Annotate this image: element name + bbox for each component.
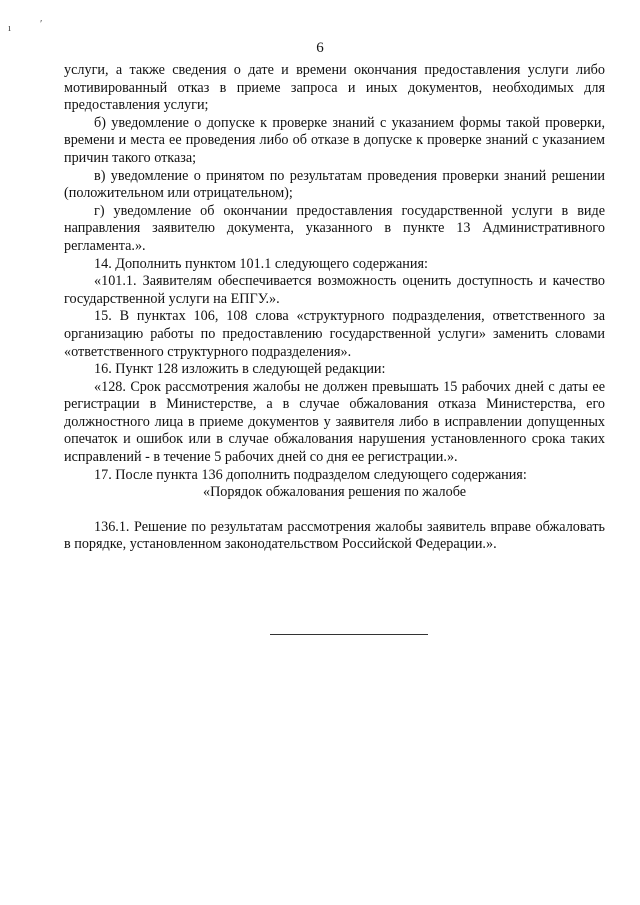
scan-artifact-mark: ı: [8, 22, 12, 34]
paragraph: «128. Срок рассмотрения жалобы не должен превышать 15 рабочих дней с даты ее регистрации в Министерстве, а в случае обжалования отказа Министерства, его должностного лица в приеме документов у заявителя либо в исправлении допущенных опечаток и ошибок или в случае обжалования нарушения установленного срока таких исправлений - в течение 5 рабочих дней со дня ее регистрации.».: [64, 378, 605, 466]
paragraph: в) уведомление о принятом по результатам проведения проверки знаний решении (положительном или отрицательном);: [64, 167, 605, 202]
end-of-text-rule: [270, 634, 428, 635]
paragraph: 15. В пунктах 106, 108 слова «структурного подразделения, ответственного за организацию работы по предоставлению государственной услуги» заменить словами «ответственного структурного подразделения».: [64, 308, 605, 360]
paragraph: «101.1. Заявителям обеспечивается возможность оценить доступность и качество государственной услуги на ЕПГУ.».: [64, 273, 605, 307]
scan-artifact-mark: ʹ: [40, 18, 43, 30]
spacer: [64, 502, 605, 519]
section-subheading: «Порядок обжалования решения по жалобе: [202, 484, 467, 501]
page-number: 6: [316, 40, 324, 56]
paragraph: 14. Дополнить пунктом 101.1 следующего содержания:: [94, 255, 428, 272]
paragraph: б) уведомление о допуске к проверке знаний с указанием формы такой проверки, времени и места ее проведения либо об отказе в допуске к проверке знаний с указанием причин такого отказа;: [64, 114, 605, 166]
paragraph: 17. После пункта 136 дополнить подразделом следующего содержания:: [94, 466, 527, 483]
final-paragraph: 136.1. Решение по результатам рассмотрения жалобы заявитель вправе обжаловать в порядке, установленном законодательством Российской Федерации.».: [64, 518, 605, 553]
paragraph: 16. Пункт 128 изложить в следующей редакции:: [94, 361, 386, 378]
document-body: [64, 62, 605, 554]
paragraph: услуги, а также сведения о дате и времени окончания предоставления услуги либо мотивированный отказ в приеме запроса и иных документов, необходимых для предоставления услуги;: [64, 62, 605, 114]
paragraph: г) уведомление об окончании предоставления государственной услуги в виде направления заявителю документа, указанного в пункте 13 Административного регламента.».: [64, 202, 605, 254]
